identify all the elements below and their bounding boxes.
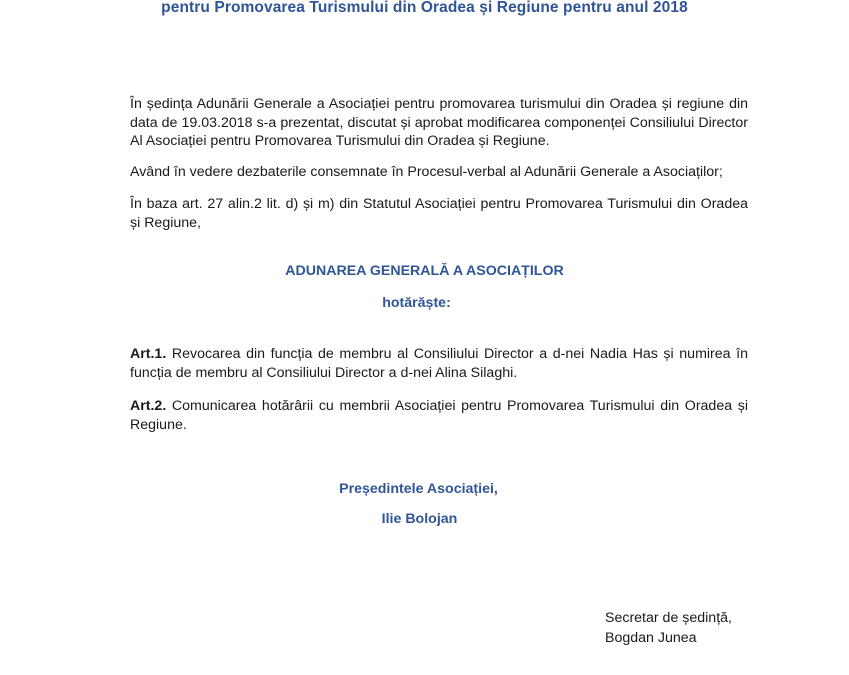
article-2 bbox=[130, 397, 748, 434]
president-title: Președintele Asociației, bbox=[339, 481, 498, 497]
assembly-heading: ADUNAREA GENERALĂ A ASOCIAȚILOR bbox=[285, 263, 564, 279]
article-2-label: Art.2. bbox=[130, 398, 167, 414]
document-title: pentru Promovarea Turismului din Oradea și Regiune pentru anul 2018 bbox=[161, 0, 688, 16]
paragraph-legal-basis: În baza art. 27 alin.2 lit. d) și m) din Statutul Asociației pentru Promovarea Turismului din Oradea și Regiune, bbox=[130, 196, 748, 231]
article-2-text: Comunicarea hotărârii cu membrii Asociației pentru Promovarea Turismului din Oradea și Regiune. bbox=[130, 398, 748, 433]
article-1-label: Art.1. bbox=[130, 346, 167, 362]
article-1 bbox=[130, 345, 748, 382]
paragraph-meeting: În ședința Adunării Generale a Asociației pentru promovarea turismului din Oradea și regiune din data de 19.03.2018 s-a prezentat, discutat și aprobat modificarea componenței Consiliului Director Al Asociației pentru Promovarea Turismului din Oradea și Regiune. bbox=[130, 96, 748, 149]
secretary-role: Secretar de ședință, bbox=[605, 610, 732, 626]
decides-heading: hotărăște: bbox=[382, 295, 451, 311]
president-name: Ilie Bolojan bbox=[381, 511, 458, 527]
secretary-block bbox=[605, 609, 732, 648]
article-1-text: Revocarea din funcția de membru al Consiliului Director a d-nei Nadia Has și numirea în funcția de membru al Consiliului Director a d-nei Alina Silaghi. bbox=[130, 346, 748, 381]
paragraph-considering: Având în vedere dezbaterile consemnate în Procesul-verbal al Adunării Generale a Asociaților; bbox=[130, 164, 723, 180]
secretary-name: Bogdan Junea bbox=[605, 629, 697, 646]
